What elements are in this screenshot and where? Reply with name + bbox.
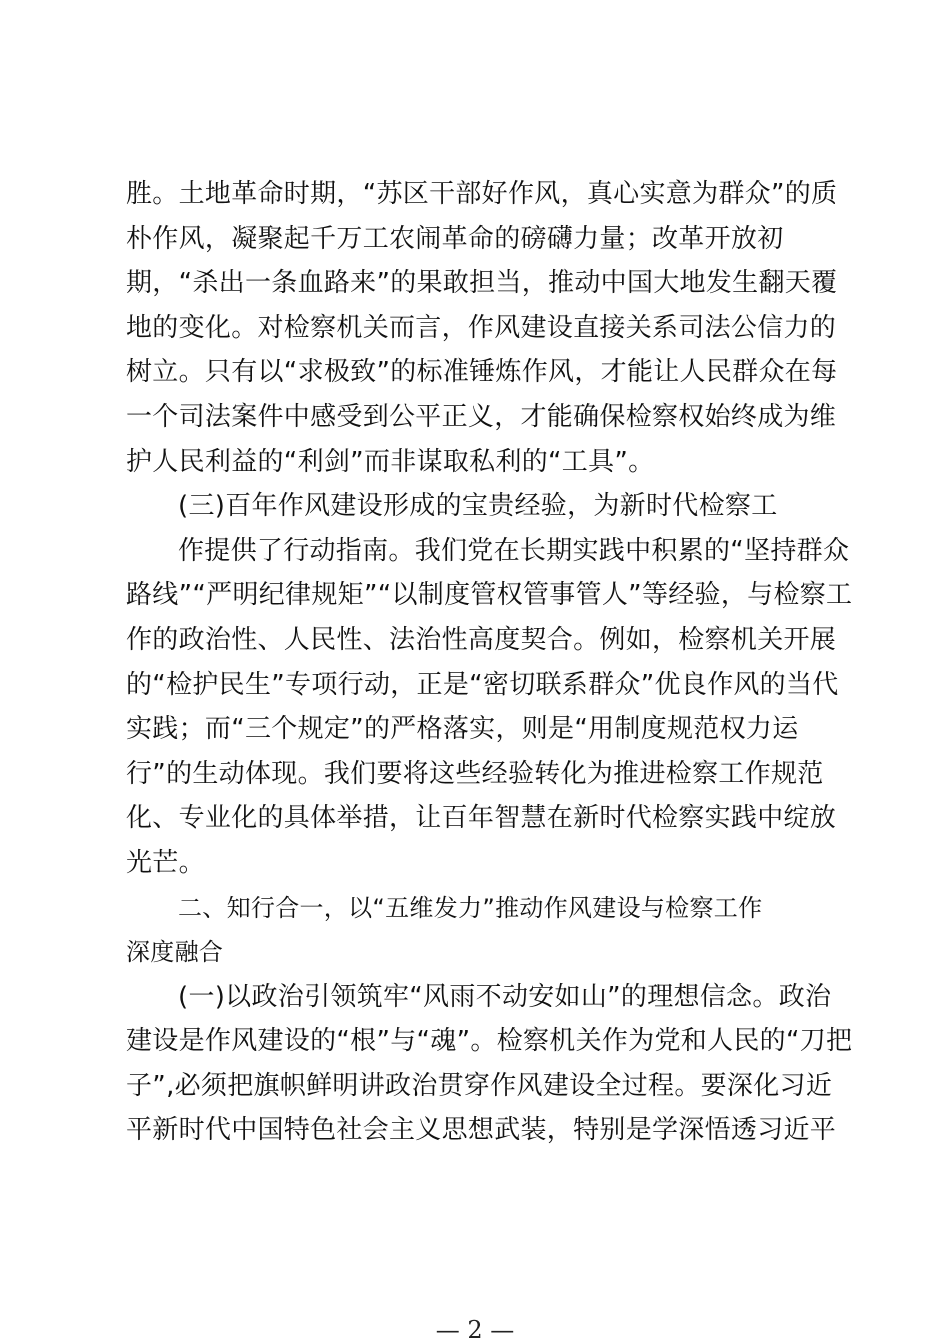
- text-line: (一)以政治引领筑牢“风雨不动安如山”的理想信念。政治: [178, 981, 832, 1012]
- section-heading-2-cont: 深度融合: [126, 938, 224, 967]
- text-line: 光芒。: [126, 847, 205, 878]
- text-line: 建设是作风建设的“根”与“魂”。检察机关作为党和人民的“刀把: [126, 1026, 853, 1057]
- text-line: 树立。只有以“求极致”的标准锤炼作风，才能让人民群众在每: [126, 357, 838, 388]
- text-line: 行”的生动体现。我们要将这些经验转化为推进检察工作规范: [126, 758, 824, 789]
- text-line: 朴作风，凝聚起千万工农闹革命的磅礴力量；改革开放初: [126, 223, 784, 254]
- text-line: 平新时代中国特色社会主义思想武装，特别是学深悟透习近平: [126, 1115, 837, 1146]
- text-line: 路线”“严明纪律规矩”“以制度管权管事管人”等经验，与检察工: [126, 580, 853, 611]
- text-line: 实践；而“三个规定”的严格落实，则是“用制度规范权力运: [126, 714, 799, 745]
- text-line: 胜。土地革命时期，“苏区干部好作风，真心实意为群众”的质: [126, 179, 838, 209]
- text-line: 地的变化。对检察机关而言，作风建设直接关系司法公信力的: [126, 312, 837, 343]
- section-heading-3: (三)百年作风建设形成的宝贵经验，为新时代检察工: [178, 491, 778, 522]
- text-line: 作的政治性、人民性、法治性高度契合。例如，检察机关开展: [126, 624, 837, 655]
- text-line: 的“检护民生”专项行动，正是“密切联系群众”优良作风的当代: [126, 669, 839, 700]
- body-text: [126, 172, 853, 1153]
- section-heading-2: 二、知行合一，以“五维发力”推动作风建设与检察工作: [178, 893, 763, 922]
- text-line: 化、专业化的具体举措，让百年智慧在新时代检察实践中绽放: [126, 803, 837, 834]
- page-number: — 2 —: [435, 1316, 515, 1344]
- text-line: 期，“杀出一条血路来”的果敢担当，推动中国大地发生翻天覆: [126, 268, 838, 299]
- text-line: 作提供了行动指南。我们党在长期实践中积累的“坚持群众: [178, 535, 850, 566]
- text-line: 子”,必须把旗帜鲜明讲政治贯穿作风建设全过程。要深化习近: [126, 1070, 833, 1101]
- text-line: 护人民利益的“利剑”而非谋取私利的“工具”。: [126, 446, 655, 477]
- text-line: 一个司法案件中感受到公平正义，才能确保检察权始终成为维: [126, 401, 837, 432]
